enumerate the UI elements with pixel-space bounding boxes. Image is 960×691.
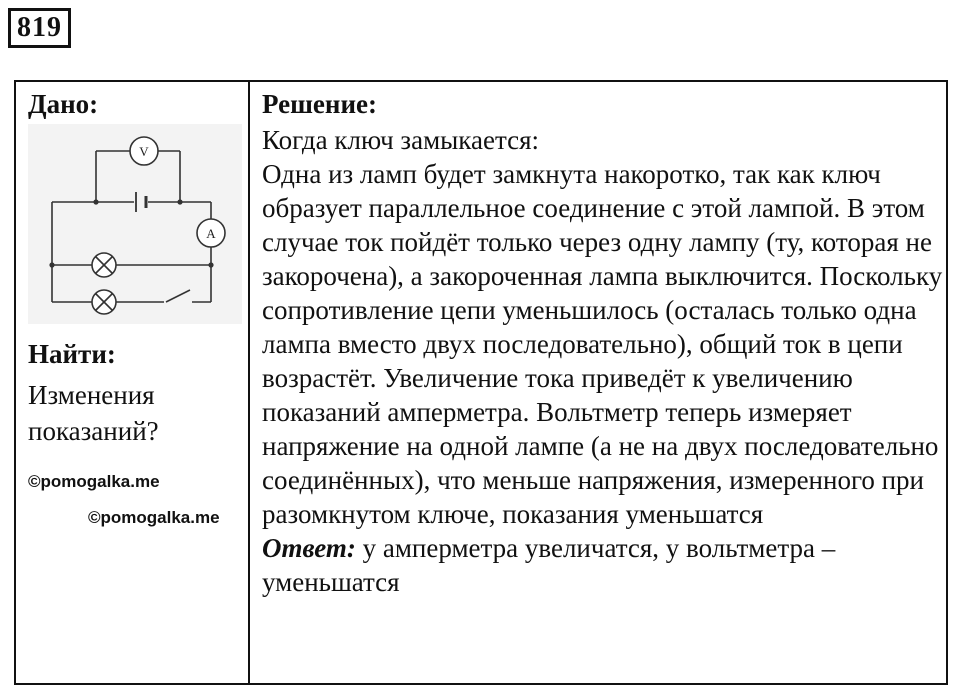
answer-label: Ответ: [262, 533, 356, 563]
solution-text [262, 123, 948, 599]
circuit-diagram [28, 124, 242, 324]
solution-table [14, 80, 948, 685]
solution-heading: Решение: [262, 89, 377, 119]
solution-paragraph: Одна из ламп будет замкнута накоротко, так как ключ образует параллельное соединение с этой лампой. В этом случае ток пойдёт только через одну лампу (ту, которая не закорочена), а закороченная лампа выключится. Поскольку сопротивление цепи уменьшилось (осталась только одна лампа вместо двух последовательно), общий ток в цепи возрастёт. Увеличение тока приведёт к увеличению показаний амперметра. Вольтметр теперь измеряет напряжение на одной лампе (а не на двух последовательно соединённых), что меньше напряжения, измеренного при разомкнутом ключе, показания уменьшатся [262, 159, 943, 529]
find-question: Изменения показаний? [28, 380, 159, 446]
lamp-icon [92, 290, 116, 314]
ammeter-label: A [206, 226, 216, 241]
solution-intro: Когда ключ замыкается: [262, 125, 540, 155]
given-column [16, 82, 250, 683]
lamp-icon [92, 253, 116, 277]
given-heading: Дано: [28, 89, 99, 119]
watermark: ©pomogalka.me [88, 508, 220, 527]
watermark: ©pomogalka.me [28, 472, 160, 491]
answer-text: у амперметра увеличатся, у вольтметра – уменьшатся [262, 533, 836, 597]
problem-number: 819 [8, 8, 71, 48]
find-heading: Найти: [28, 339, 116, 369]
solution-column [250, 82, 946, 683]
answer [262, 531, 948, 599]
voltmeter-label: V [139, 144, 149, 159]
